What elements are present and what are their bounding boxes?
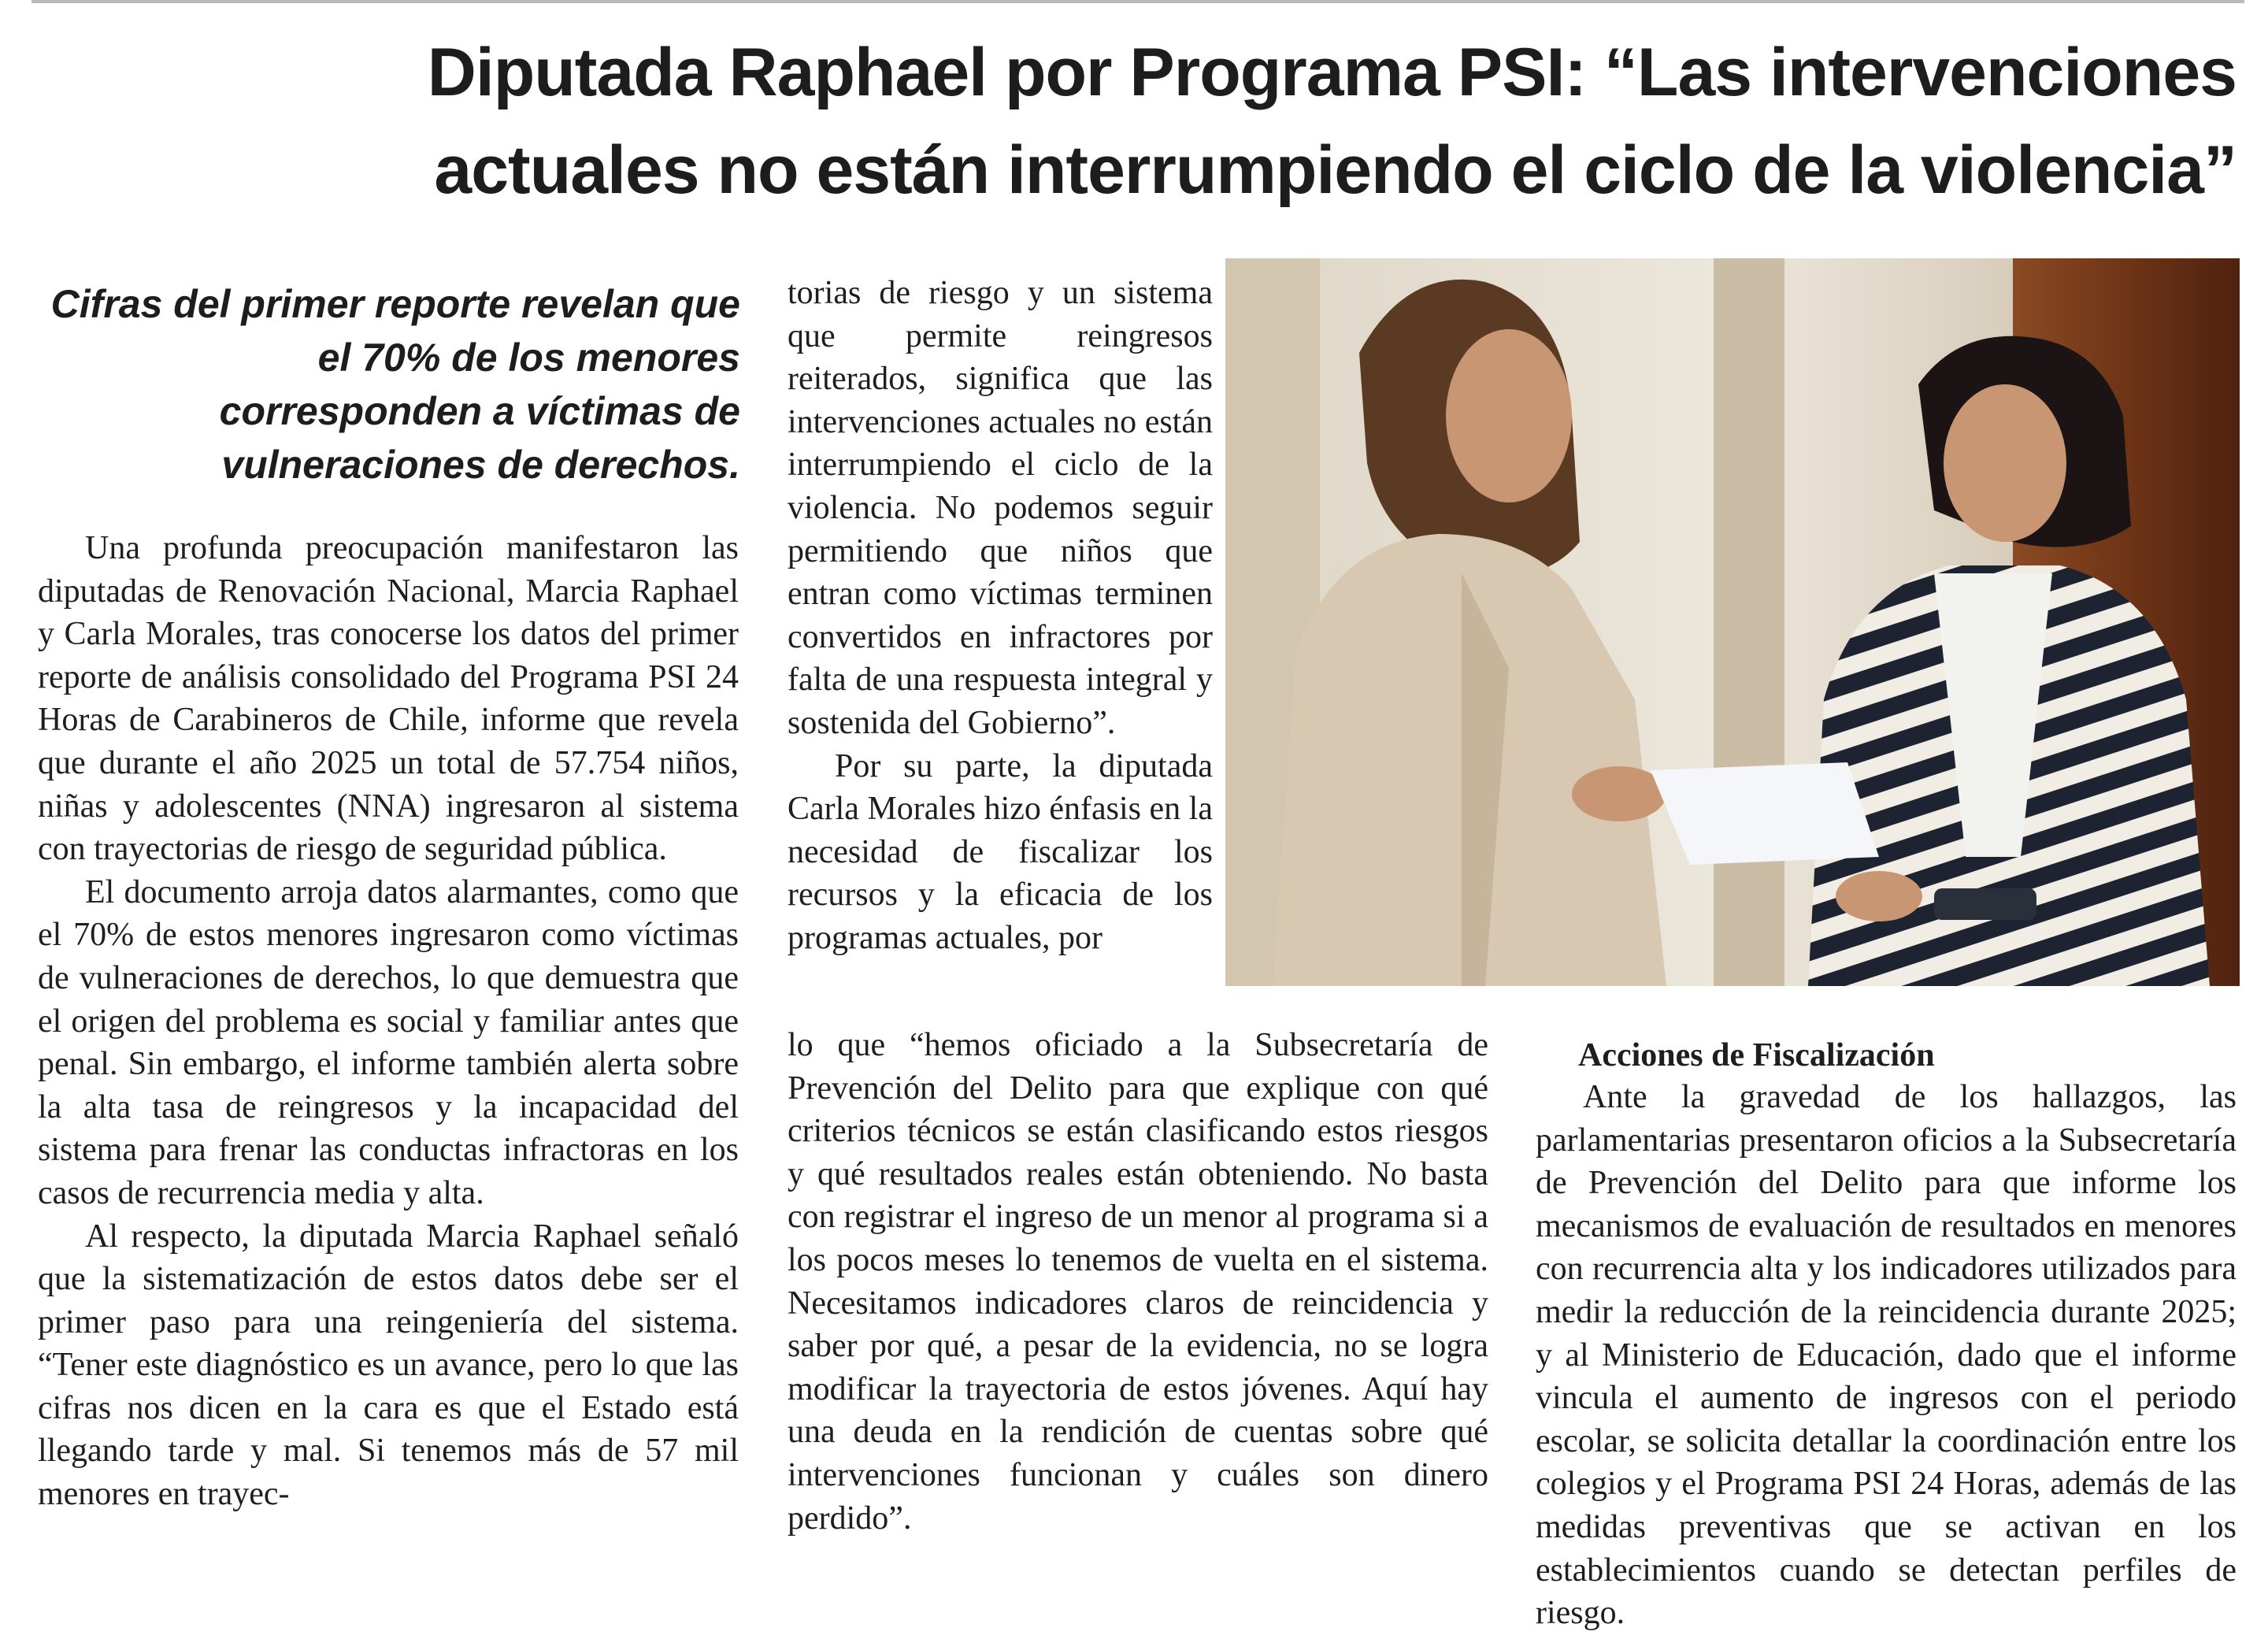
paragraph: Una profunda preocupación manifestaron las diputadas de Renovación Nacional, Marcia Raphael y Carla Morales, tras conocerse los datos del primer reporte de análisis consolidado del Programa PSI 24 Horas de Carabineros de Chile, informe que revela que durante el año 2025 un total de 57.754 niños, niñas y adolescentes (NNA) ingresaron al sistema con trayectorias de riesgo de seguridad pública. <box>38 530 739 868</box>
paragraph: Por su parte, la diputada Carla Morales hizo énfasis en la necesidad de fiscalizar los recursos y la eficacia de los programas actuales, por <box>788 747 1213 956</box>
headline <box>94 24 2236 219</box>
paragraph: Al respecto, la diputada Marcia Raphael señaló que la sistematización de estos datos debe ser el primer paso para una reingeniería del sistema. “Tener este diagnóstico es un avance, pero lo que las cifras nos dicen en la cara es que el Estado está llegando tarde y mal. Si tenemos más de 57 mil menores en trayec- <box>38 1218 739 1513</box>
paragraph: lo que “hemos oficiado a la Subsecretaría de Prevención del Delito para que explique con qué criterios técnicos se están clasificando estos riesgos y qué resultados reales están obteniendo. No basta con registrar el ingreso de un menor al programa si a los pocos meses lo tenemos de vuelta en el sistema. Necesitamos indicadores claros de reincidencia y saber por qué, a pesar de la evidencia, no se logra modificar la trayectoria de estos jóvenes. Aquí hay una deuda en la rendición de cuentas sobre qué intervenciones funcionan y cuáles son dinero perdido”. <box>788 1027 1488 1537</box>
article-photo <box>1225 258 2240 986</box>
photo-paper <box>1651 762 1879 865</box>
paragraph: torias de riesgo y un sistema que permite reingresos reiterados, significa que las intervenciones actuales no están interrumpiendo el ciclo de la violencia. No podemos seguir permitiendo que niños que entran como víctimas terminen convertidos en infractores por falta de una respuesta integral y sostenida del Gobierno”. <box>788 275 1213 741</box>
headline-line-1: Diputada Raphael por Programa PSI: “Las intervenciones <box>427 35 2236 110</box>
section-heading: Acciones de Fiscalización <box>1578 1037 1935 1073</box>
paragraph: El documento arroja datos alarmantes, como que el 70% de estos menores ingresaron como víctimas de vulneraciones de derechos, lo que demuestra que el origen del problema es social y familiar antes que penal. Sin embargo, el informe también alerta sobre la alta tasa de reingresos y la incapacidad del sistema para frenar las conductas infractoras en los casos de recurrencia media y alta. <box>38 873 739 1211</box>
article-column-3 <box>1536 1035 2236 1635</box>
article-column-2-bottom <box>788 1024 1488 1540</box>
headline-line-2: actuales no están interrumpiendo el ciclo de la violencia” <box>434 132 2236 208</box>
photo-right-face <box>1944 384 2066 542</box>
article-column-2-top <box>788 272 1213 960</box>
subheadline: Cifras del primer reporte revelan que el 70% de los menores corresponden a víctimas de vulneraciones de derechos. <box>50 282 740 487</box>
paragraph: Ante la gravedad de los hallazgos, las parlamentarias presentaron oficios a la Subsecretaría de Prevención del Delito para que informe los mecanismos de evaluación de resultados en menores con recurrencia alta y los indicadores utilizados para medir la reducción de la reincidencia durante 2025; y al Ministerio de Educación, dado que el informe vincula el aumento de ingresos con el periodo escolar, se solicita detallar la coordinación entre los colegios y el Programa PSI 24 Horas, además de las medidas preventivas que se activan en los establecimientos cuando se detectan perfiles de riesgo. <box>1536 1079 2236 1632</box>
photo-left-face <box>1446 329 1572 502</box>
top-rule <box>32 0 2244 3</box>
article-column-1 <box>38 527 739 1516</box>
